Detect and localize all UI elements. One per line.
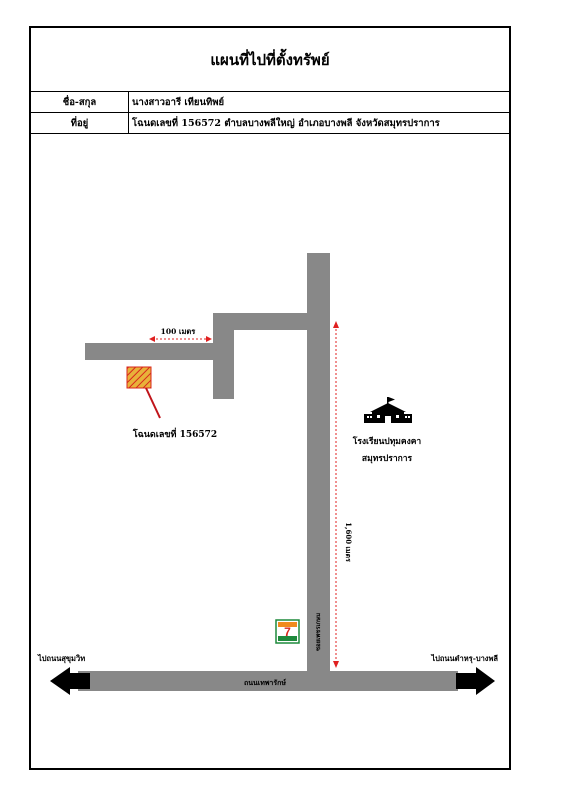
svg-text:7: 7 xyxy=(284,625,291,639)
soi-road-name: ซอยเพชรเกษม xyxy=(315,612,322,652)
land-plot-marker xyxy=(127,367,160,418)
right-direction-label: ไปถนนตำหรุ-บางพลี xyxy=(431,654,498,663)
address-value: โฉนดเลขที่ 156572 ตำบลบางพลีใหญ่ อำเภอบางพลี จังหวัดสมุทรปราการ xyxy=(132,117,440,129)
branch-road-vertical xyxy=(213,313,234,399)
roads xyxy=(78,253,458,691)
school-name-line2: สมุทรปราการ xyxy=(361,454,413,464)
name-value: นางสาวอารี เทียนทิพย์ xyxy=(132,96,225,108)
land-plot-label: โฉนดเลขที่ 156572 xyxy=(132,430,218,440)
address-label: ที่อยู่ xyxy=(31,113,129,133)
short-distance-dimension xyxy=(149,336,212,342)
page-title: แผนที่ไปที่ตั้งทรัพย์ xyxy=(210,50,330,69)
school-name-line1: โรงเรียนปทุมคงคา xyxy=(352,437,422,447)
main-road-name: ถนนเทพารักษ์ xyxy=(244,678,286,687)
school-building-icon xyxy=(364,397,412,423)
side-road-horizontal xyxy=(85,343,215,360)
right-arrow-icon xyxy=(456,667,495,695)
name-label: ชื่อ-สกุล xyxy=(31,92,129,112)
left-direction-label: ไปถนนสุขุมวิท xyxy=(38,654,86,663)
long-distance-label: 1,600 เมตร xyxy=(344,522,353,562)
short-distance-label: 100 เมตร xyxy=(160,327,196,336)
seven-eleven-icon xyxy=(276,620,299,643)
long-distance-dimension xyxy=(333,321,339,668)
